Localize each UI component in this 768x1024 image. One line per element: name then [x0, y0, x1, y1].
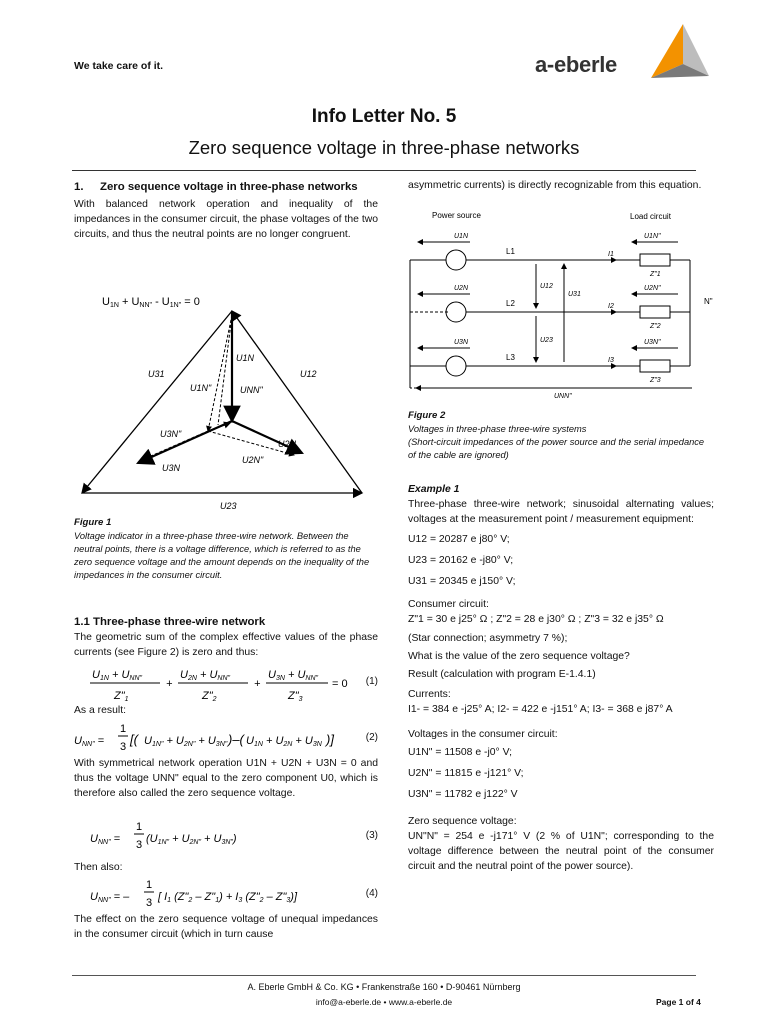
fig1-equation: U1N + UNN" - U1N" = 0 [102, 296, 200, 309]
then-also: Then also: [74, 862, 123, 873]
page-subtitle: Zero sequence voltage in three-phase networks [188, 137, 580, 158]
effect-paragraph: The effect on the zero sequence voltage of unequal impedances in the consumer circuit (which in turn cause [74, 914, 378, 940]
consumer-circuit-label: Consumer circuit: [408, 599, 489, 610]
company-logo [535, 20, 711, 84]
current-values: I1- = 384 e -j25° A; I2- = 422 e -j151° A; I3- = 368 e j87° A [408, 704, 673, 715]
equation-3-number: (3) [365, 830, 378, 841]
svg-text:UNN" = –: UNN" = – [90, 891, 130, 904]
svg-text:U31: U31 [568, 291, 581, 298]
section-1-paragraph: With balanced network operation and inequality of the impedances in the consumer circuit, the phase voltages of the two circuits, and thus the neutral points are no longer congruent. [74, 199, 378, 240]
equation-1-number: (1) [365, 676, 378, 687]
svg-text:U3N: U3N [454, 339, 469, 346]
figure-1-caption-block [74, 515, 378, 582]
section-1-1-paragraph: The geometric sum of the complex effective values of the phase currents (see Figure 2) is zero and thus: [74, 632, 378, 658]
fig2-l1-label: L1 [506, 247, 515, 256]
svg-text:UNN": UNN" [554, 393, 572, 400]
svg-text:3: 3 [120, 741, 127, 753]
svg-text:Z"3: Z"3 [288, 690, 303, 703]
consumer-voltages-label: Voltages in the consumer circuit: [408, 729, 558, 740]
footer-divider [72, 975, 696, 976]
svg-text:U3N": U3N" [644, 339, 661, 346]
example-1-paragraph: Three-phase three-wire network; sinusoidal alternating values; voltages at the measurement point / measurement equipment: [408, 499, 714, 525]
page-title: Info Letter No. 5 [311, 106, 457, 127]
svg-text:I2: I2 [608, 303, 614, 310]
svg-text:= 0: = 0 [332, 678, 348, 690]
footer-address: A. Eberle GmbH & Co. KG • Frankenstraße 160 • D-90461 Nürnberg [247, 982, 521, 992]
svg-text:)]: )] [326, 732, 334, 747]
equation-1 [74, 662, 378, 706]
fig2-nstar-label: N" [704, 297, 713, 306]
section-1-1 [74, 615, 378, 660]
svg-text:[ I1 (Z"2 – Z"1) + I3 (Z"2 – Z: [ I1 (Z"2 – Z"1) + I3 (Z"2 – Z"3)] [158, 891, 298, 904]
svg-text:U1N: U1N [454, 233, 469, 240]
svg-text:I1: I1 [608, 251, 614, 258]
u3n-value: U3N" = 11782 e j122° V [408, 789, 518, 800]
fig2-l3-label: L3 [506, 353, 515, 362]
svg-text:)–(: )–( [228, 732, 244, 747]
right-column-top: asymmetric currents) is directly recognizable from this equation. [408, 180, 702, 191]
figure-1-caption: Voltage indicator in a three-phase three-wire network. Between the neutral points, there is a voltage difference, which is referred to as the zero sequence voltage and the amount depends on the inequality of the impedances in the consumer circuit. [74, 531, 370, 580]
equation-4 [74, 876, 378, 914]
figure-2-label: Figure 2 [408, 410, 446, 421]
symmetric-paragraph: With symmetrical network operation U1N + U2N + U3N = 0 and thus the voltage UNN" equal to the zero component U0, which is therefore also called the zero sequence voltage. [74, 758, 378, 799]
svg-text:U1N + U2N + U3N: U1N + U2N + U3N [246, 735, 322, 748]
svg-text:Z"3: Z"3 [650, 377, 661, 384]
fig1-label-u3n: U3N [162, 463, 181, 473]
equation-4-number: (4) [365, 888, 378, 899]
fig1-label-u2n: U2N [278, 439, 297, 449]
svg-text:Z"2: Z"2 [202, 690, 217, 703]
svg-text:I3: I3 [608, 357, 614, 364]
impedance-values: Z"1 = 30 e j25° Ω ; Z"2 = 28 e j30° Ω ; Z"3 = 32 e j35° Ω [408, 614, 664, 625]
svg-text:+: + [254, 678, 261, 690]
equation-3 [74, 818, 378, 858]
figure-1-voltage-diagram [74, 285, 378, 517]
section-1-1-heading: 1.1 Three-phase three-wire network [74, 616, 266, 628]
fig2-load-circuit-label: Load circuit [630, 212, 671, 221]
fig2-l2-label: L2 [506, 299, 515, 308]
svg-text:U2N + UNN": U2N + UNN" [180, 669, 230, 682]
fig2-power-source-label: Power source [432, 211, 481, 220]
fig1-label-u31: U31 [148, 369, 165, 379]
u23-value: U23 = 20162 e -j80° V; [408, 555, 514, 566]
svg-text:U12: U12 [540, 283, 553, 290]
u1n-value: U1N" = 11508 e -j0° V; [408, 747, 513, 758]
fig1-label-u1n: U1N [236, 353, 255, 363]
svg-text:UNN" =: UNN" = [90, 833, 121, 846]
fig1-label-u1nn: U1N" [190, 383, 212, 393]
svg-text:U3N + UNN": U3N + UNN" [268, 669, 318, 682]
tagline: We take care of it. [74, 60, 164, 72]
figure-2-circuit-diagram [404, 208, 714, 404]
svg-text:U1N" + U2N" + U3N": U1N" + U2N" + U3N" [144, 735, 228, 748]
u31-value: U31 = 20345 e j150° V; [408, 576, 516, 587]
svg-text:UNN" =: UNN" = [74, 735, 105, 748]
equation-2 [74, 718, 378, 758]
svg-text:U1N": U1N" [644, 233, 661, 240]
figure-2-caption: Voltages in three-phase three-wire systems [408, 424, 587, 434]
svg-text:3: 3 [146, 897, 153, 909]
as-result: As a result: [74, 705, 126, 716]
example-1-title: Example 1 [408, 484, 460, 495]
footer-contact[interactable]: info@a-eberle.de • www.a-eberle.de [315, 997, 453, 1007]
u2n-value: U2N" = 11815 e -j121° V; [408, 768, 524, 779]
logo-wordmark: a-eberle [535, 52, 617, 77]
fig1-label-u12: U12 [300, 369, 317, 379]
svg-text:Z"1: Z"1 [650, 271, 661, 278]
svg-text:U1N + UNN": U1N + UNN" [92, 669, 142, 682]
svg-text:+: + [166, 678, 173, 690]
page-number: Page 1 of 4 [656, 997, 701, 1007]
fig1-label-u23: U23 [220, 501, 237, 511]
example-1 [408, 482, 714, 874]
figure-1-label: Figure 1 [74, 517, 112, 528]
zero-sequence-label: Zero sequence voltage: [408, 816, 517, 827]
figure-2-note: (Short-circuit impedances of the power source and the serial impedance of the cable are ignored) [408, 437, 705, 460]
left-column [74, 180, 378, 242]
svg-text:1: 1 [136, 821, 143, 833]
figure-2-caption-block [408, 408, 714, 462]
logo-triangle-icon [643, 20, 711, 82]
svg-text:U23: U23 [540, 337, 553, 344]
svg-text:U2N: U2N [454, 285, 469, 292]
u12-value: U12 = 20287 e j80° V; [408, 534, 510, 545]
fig1-label-u2nn: U2N" [242, 455, 264, 465]
section-1-heading: 1. Zero sequence voltage in three-phase networks [74, 181, 358, 193]
currents-label: Currents: [408, 689, 451, 700]
svg-text:1: 1 [120, 723, 127, 735]
fig1-label-unn: UNN" [240, 385, 263, 395]
zero-sequence-paragraph: UN"N" = 254 e -j171° V (2 % of U1N"; corresponding to the voltage difference between the neutral point of the consumer circuit and the neutral point of the power source). [408, 831, 714, 872]
svg-text:U2N": U2N" [644, 285, 661, 292]
result-text: Result (calculation with program E-1.4.1) [408, 669, 596, 680]
fig1-label-u3nn: U3N" [160, 429, 182, 439]
svg-text:(U1N" + U2N" + U3N"): (U1N" + U2N" + U3N") [146, 833, 237, 846]
title-divider [72, 170, 696, 171]
equation-2-number: (2) [365, 732, 378, 743]
svg-text:Z"1: Z"1 [114, 690, 129, 703]
star-connection-note: (Star connection; asymmetry 7 %); [408, 633, 568, 644]
svg-text:1: 1 [146, 879, 153, 891]
svg-text:Z"2: Z"2 [650, 323, 661, 330]
svg-text:3: 3 [136, 839, 143, 851]
question-text: What is the value of the zero sequence voltage? [408, 651, 630, 662]
svg-text:[(: [( [130, 732, 138, 747]
